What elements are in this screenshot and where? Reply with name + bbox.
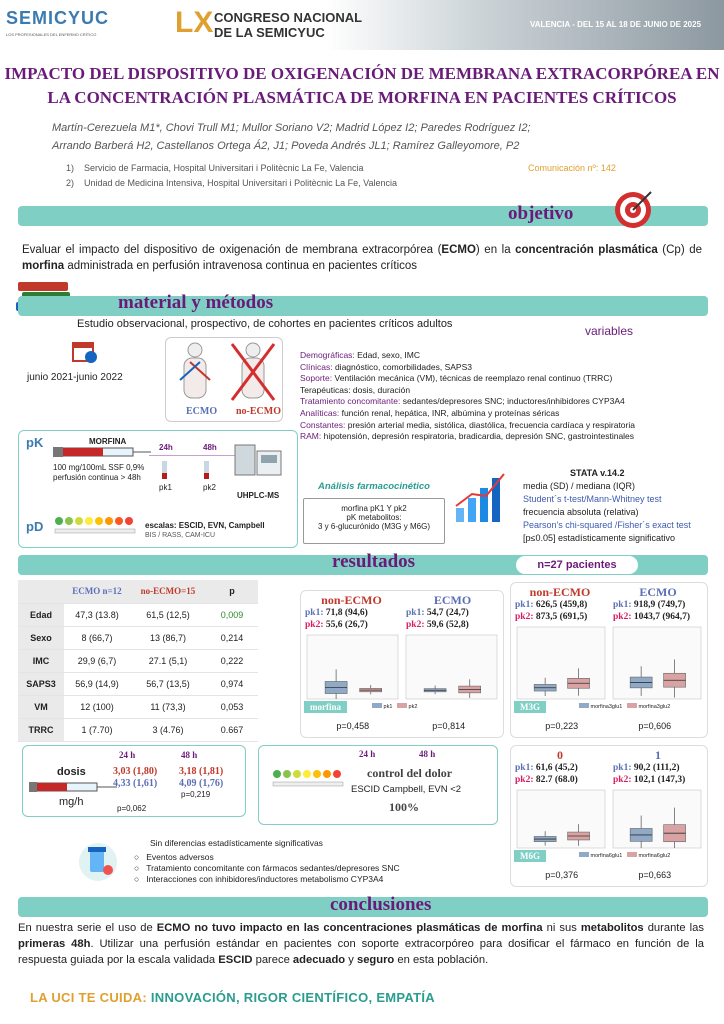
- dosis-48h-ecmo: 4,09 (1,76): [179, 778, 224, 789]
- variable-key: Demográficas:: [300, 350, 355, 360]
- conclusion-bold: seguro: [356, 954, 395, 966]
- conclusion-bold: primeras 48h: [18, 938, 91, 950]
- plot-area: [517, 790, 605, 848]
- chart-title-tag: M6G: [514, 850, 546, 862]
- variables-list: [300, 350, 710, 443]
- target-icon: [613, 190, 653, 230]
- conclusion-bold: adecuado: [292, 954, 346, 966]
- medication-icon: [76, 842, 120, 882]
- dolor-48h-label: 48 h: [419, 749, 436, 759]
- box-plot: [301, 591, 503, 737]
- table-header-row: [18, 580, 258, 603]
- variables-title: variables: [585, 324, 634, 338]
- title-line2: LA CONCENTRACIÓN PLASMÁTICA DE MORFINA EN PACIENTES CRÍTICOS: [47, 88, 677, 107]
- dose-line1: 100 mg/100mL SSF 0,9%: [53, 463, 145, 472]
- morfina-chart-panel: [300, 590, 504, 738]
- conclusion-part: parece: [252, 954, 293, 966]
- table-cell: 0,974: [206, 672, 258, 695]
- variable-value: Edad, sexo, IMC: [354, 350, 421, 360]
- chart-pk1-value: pk1: 54,7 (24,7): [406, 608, 469, 618]
- dosis-label: dosis: [57, 766, 86, 778]
- variable-key: Soporte:: [300, 373, 333, 384]
- table-cell: 8 (66,7): [64, 626, 130, 649]
- dosis-p24: p=0,062: [117, 804, 147, 813]
- chart-p-value: p=0,814: [432, 721, 466, 731]
- table-cell: 0,214: [206, 626, 258, 649]
- metodos-title: material y métodos: [118, 292, 274, 313]
- stata-line2: Student´s t-test/Mann-Whitney test: [523, 494, 662, 504]
- variable-value: sedantes/depresores SNC; inductores/inhibidores CYP3A4: [400, 396, 625, 407]
- dosis-syringe-icon: [29, 780, 119, 794]
- logo: [6, 8, 109, 29]
- affiliation-2: 2) Unidad de Medicina Intensiva, Hospital Universitari i Politècnic La Fe, Valencia: [66, 178, 397, 188]
- stats-chart-icon: [452, 470, 508, 526]
- chart-p-value: p=0,376: [545, 870, 579, 880]
- chart-group-label: ECMO: [433, 593, 472, 607]
- table-cell: SAPS3: [18, 672, 64, 695]
- dose-line2: perfusión continua > 48h: [53, 473, 141, 482]
- n-patients: n=27 pacientes: [515, 555, 639, 575]
- dosis-24h-label: 24 h: [119, 750, 136, 760]
- stata-line5: [p≤0.05] estadísticamente significativo: [523, 533, 676, 543]
- dosis-unit: mg/h: [59, 796, 84, 808]
- variable-row: [300, 420, 710, 432]
- pk2-label: pk2: [203, 483, 216, 492]
- table-cell: Edad: [18, 603, 64, 626]
- table-cell: 29,9 (6,7): [64, 649, 130, 672]
- table-cell: IMC: [18, 649, 64, 672]
- objetivo-text-bold: concentración plasmática: [515, 244, 658, 256]
- resultados-title: resultados: [332, 551, 416, 572]
- logo-text: SEMICYUC: [6, 8, 110, 28]
- no-ecmo-body-icon: [228, 340, 278, 404]
- plot-area: [307, 635, 398, 699]
- objetivo-text-part: Evaluar el impacto del dispositivo de oxigenación de membrana extracorpórea (: [22, 244, 442, 256]
- table-cell: 12 (100): [64, 695, 130, 718]
- objetivo-text-part: (Cp) de: [657, 244, 702, 256]
- chart-title-tag: morfina: [304, 701, 347, 713]
- dosis-48h-noecmo: 3,18 (1,81): [179, 766, 224, 777]
- timeline-line: [149, 455, 239, 456]
- objetivo-text-part: ) en la: [475, 244, 516, 256]
- variable-key: Analíticas:: [300, 407, 340, 418]
- chart-legend: morfina6glu1 morfina6glu2: [579, 852, 670, 859]
- chart-pk1-value: pk1: 626,5 (459,8): [515, 600, 588, 610]
- variable-key: Clínicas:: [300, 361, 333, 372]
- table-cell: 0.667: [206, 718, 258, 741]
- congress-dates: VALENCIA - DEL 15 AL 18 DE JUNIO DE 2025: [530, 20, 702, 29]
- chart-p-value: p=0,663: [638, 870, 672, 880]
- chart-pk2-value: pk2: 55,6 (26,7): [305, 620, 368, 630]
- variable-value: Terapéuticas: dosis, duración: [300, 384, 411, 395]
- plot-area: [406, 635, 497, 699]
- table-cell: 0,009: [206, 603, 258, 626]
- variable-value: hipotensión, depresión respiratoria, bradicardia, depresión SNC, gastrointestinales: [321, 431, 635, 442]
- plot-area: [613, 790, 701, 848]
- communication-number: Comunicación nº: 142: [528, 163, 616, 173]
- analisis-line3: 3 y 6-glucurónido (M3G y M6G): [317, 522, 431, 531]
- scales-label: escalas: ESCID, EVN, Campbell: [145, 521, 265, 530]
- variable-value: diagnóstico, comorbilidades, SAPS3: [332, 361, 472, 372]
- table-cell: 56,9 (14,9): [64, 672, 130, 695]
- pk1-label: pk1: [159, 483, 172, 492]
- variable-key: RAM:: [300, 431, 322, 442]
- study-design: Estudio observacional, prospectivo, de cohortes en pacientes críticos adultos: [77, 318, 453, 330]
- conclusion-part: . Utilizar una perfusión estándar en pacientes con soporte extracorpóreo para dosificar el fármaco en función de la respuesta guiada por la escala validada: [18, 938, 704, 966]
- chart-pk1-value: pk1: 918,9 (749,7): [613, 600, 686, 610]
- conclusion-bold: metabolitos: [580, 922, 644, 934]
- dosis-box: [22, 745, 246, 817]
- objetivo-text-part: administrada en perfusión intravenosa continua en pacientes críticos: [64, 260, 418, 272]
- chart-p-value: p=0,223: [545, 721, 579, 731]
- variable-row: [300, 373, 710, 385]
- m3g-chart-panel: [510, 582, 708, 738]
- footer-motto-a: LA UCI TE CUIDA:: [30, 990, 151, 1005]
- table-cell: VM: [18, 695, 64, 718]
- table-header-cell: ECMO n=12: [64, 580, 130, 603]
- list-item-text: Eventos adversos: [146, 852, 214, 862]
- table-header-cell: no-ECMO=15: [130, 580, 206, 603]
- table-row: [18, 672, 258, 695]
- scales-label-2: BIS / RASS, CAM-ICU: [145, 532, 216, 539]
- dolor-box: [258, 745, 498, 825]
- ecmo-comparison-box: [165, 337, 283, 422]
- sample-tubes-icon: [159, 461, 219, 481]
- ecmo-body-icon: [170, 340, 220, 404]
- pd-label: pD: [26, 519, 44, 534]
- analisis-box: [303, 498, 445, 544]
- table-cell: 3 (4.76): [130, 718, 206, 741]
- table-cell: 0,053: [206, 695, 258, 718]
- list-item: ○ Tratamiento concomitante con fármacos sedantes/depresores SNC: [134, 863, 400, 873]
- chart-pk2-value: pk2: 873,5 (691,5): [515, 612, 588, 622]
- chart-group-label: 0: [557, 748, 563, 762]
- table-cell: Sexo: [18, 626, 64, 649]
- conclusion-bold: ECMO no tuvo impacto en las concentraciones plasmáticas de morfina: [156, 922, 543, 934]
- box-plot: [511, 583, 707, 737]
- conclusion-part: ni sus: [542, 922, 581, 934]
- stata-title: STATA v.14.2: [570, 468, 625, 478]
- syringe-icon: [53, 445, 153, 459]
- chart-pk1-value: pk1: 71,8 (94,6): [305, 608, 368, 618]
- stata-line1: media (SD) / mediana (IQR): [523, 481, 636, 491]
- variable-row: [300, 396, 710, 408]
- stata-line3: frecuencia absoluta (relativa): [523, 507, 639, 517]
- footer-motto: [30, 990, 435, 1005]
- table-cell: 13 (86,7): [130, 626, 206, 649]
- dolor-pct: 100%: [389, 800, 419, 814]
- chart-p-value: p=0,458: [336, 721, 370, 731]
- variable-row: [300, 385, 710, 397]
- conclusion-part: En nuestra serie el uso de: [18, 922, 157, 934]
- chart-pk2-value: pk2: 59,6 (52,8): [406, 620, 469, 630]
- conclusiones-text: [18, 920, 704, 968]
- variable-value: Ventilación mecánica (VM), técnicas de reemplazo renal continuo (TRRC): [332, 373, 613, 384]
- conclusion-part: y: [345, 954, 357, 966]
- conclusion-part: en esta población.: [394, 954, 489, 966]
- chart-title-tag: M3G: [514, 701, 546, 713]
- conclusiones-title: conclusiones: [330, 894, 432, 915]
- objetivo-banner: [18, 206, 708, 226]
- pain-scale-icon: [53, 513, 143, 537]
- table-cell: 47,3 (13.8): [64, 603, 130, 626]
- analisis-line1: morfina pK1 Y pk2: [341, 504, 407, 513]
- variable-value: presión arterial media, sistólica, diastólica, frecuencia cardíaca y respiratoria: [345, 419, 635, 430]
- dolor-title: control del dolor: [367, 766, 453, 780]
- variable-row: [300, 408, 710, 420]
- chart-pk1-value: pk1: 90,2 (111,2): [613, 763, 680, 773]
- footer-motto-b: INNOVACIÓN, RIGOR CIENTÍFICO, EMPATÍA: [150, 990, 435, 1005]
- conclusion-part: durante las: [643, 922, 704, 934]
- congress-line1: CONGRESO NACIONAL: [214, 10, 363, 25]
- uhplc-machine-icon: [233, 439, 285, 479]
- ecmo-label: ECMO: [186, 406, 218, 417]
- title-line1: IMPACTO DEL DISPOSITIVO DE OXIGENACIÓN DE MEMBRANA EXTRACORPÓREA EN: [4, 64, 720, 83]
- m6g-chart-panel: [510, 745, 708, 887]
- morfina-label: MORFINA: [89, 437, 127, 446]
- table-row: [18, 649, 258, 672]
- box-plot: [511, 746, 707, 886]
- variable-key: Tratamiento concomitante:: [300, 396, 401, 407]
- calendar-icon: [72, 340, 98, 364]
- conclusion-bold: ESCID: [218, 954, 253, 966]
- chart-group-label: non-ECMO: [321, 593, 382, 607]
- table-header-cell: [18, 580, 64, 603]
- chart-legend: morfina3glu1 morfina3glu2: [579, 703, 670, 710]
- stata-line4: Pearson's chi-squared /Fisher´s exact test: [523, 520, 691, 530]
- dosis-24h-ecmo: 4,33 (1,61): [113, 778, 158, 789]
- variable-row: [300, 362, 710, 374]
- objetivo-text-bold: morfina: [22, 260, 65, 272]
- table-cell: 1 (7.70): [64, 718, 130, 741]
- chart-group-label: 1: [655, 748, 661, 762]
- table-cell: 61,5 (12,5): [130, 603, 206, 626]
- table-cell: TRRC: [18, 718, 64, 741]
- t48-label: 48h: [203, 443, 217, 452]
- dolor-24h-label: 24 h: [359, 749, 376, 759]
- table-row: [18, 718, 258, 741]
- chart-legend: pk1 pk2: [372, 703, 417, 710]
- list-item-text: Tratamiento concomitante con fármacos sedantes/depresores SNC: [146, 863, 400, 873]
- plot-area: [613, 627, 701, 699]
- table-row: [18, 603, 258, 626]
- results-table: [18, 580, 258, 742]
- chart-pk2-value: pk2: 1043,7 (964,7): [613, 612, 691, 622]
- variable-row: [300, 431, 710, 443]
- list-item-text: Interacciones con inhibidores/inductores metabolismo CYP3A4: [146, 874, 384, 884]
- objetivo-text-bold: ECMO: [441, 244, 476, 256]
- objetivo-text: [22, 242, 702, 274]
- analisis-line2: pK metabolitos:: [346, 513, 402, 522]
- congress-line2: DE LA SEMICYUC: [214, 25, 325, 40]
- pk-pd-box: [18, 430, 298, 548]
- chart-pk1-value: pk1: 61,6 (45,2): [515, 763, 578, 773]
- no-ecmo-label: no-ECMO: [236, 406, 281, 417]
- table-cell: 11 (73,3): [130, 695, 206, 718]
- chart-pk2-value: pk2: 102,1 (147,3): [613, 775, 686, 785]
- list-item: ○ Eventos adversos: [134, 852, 214, 862]
- plot-area: [517, 627, 605, 699]
- affiliation-1: 1) Servicio de Farmacia, Hospital Universitari i Politècnic La Fe, Valencia: [66, 163, 364, 173]
- dosis-24h-noecmo: 3,03 (1,80): [113, 766, 158, 777]
- table-row: [18, 626, 258, 649]
- variable-value: función renal, hepática, INR, albúmina y proteínas séricas: [339, 407, 560, 418]
- dolor-scale-icon: [271, 768, 351, 790]
- table-cell: 27.1 (5,1): [130, 649, 206, 672]
- authors-line1: Martín-Cerezuela M1*, Chovi Trull M1; Mullor Soriano V2; Madrid López I2; Paredes Rodríguez I2;: [52, 122, 531, 134]
- chart-pk2-value: pk2: 82.7 (68.0): [515, 775, 578, 785]
- authors-line2: Arrando Barberá H2, Castellanos Ortega Á2, J1; Poveda Andrés JL1; Ramírez Galleyomore, P2: [52, 140, 520, 152]
- period: junio 2021-junio 2022: [27, 372, 123, 383]
- uhplc-label: UHPLC-MS: [237, 491, 280, 500]
- table-header-cell: p: [206, 580, 258, 603]
- no-diff-title: Sin diferencias estadísticamente significativas: [150, 838, 323, 848]
- congress-lx: LX: [175, 6, 214, 39]
- dosis-48h-label: 48 h: [181, 750, 198, 760]
- no-diff-list: [134, 852, 400, 885]
- logo-subtitle: LOS PROFESIONALES DEL ENFERMO CRÍTICO: [6, 32, 97, 37]
- dolor-scales: ESCID Campbell, EVN <2: [351, 784, 462, 795]
- table-row: [18, 695, 258, 718]
- table-cell: 56,7 (13,5): [130, 672, 206, 695]
- list-item: ○ Interacciones con inhibidores/inductores metabolismo CYP3A4: [134, 874, 384, 884]
- pk-label: pK: [26, 435, 44, 450]
- variable-row: [300, 350, 710, 362]
- variable-key: Constantes:: [300, 419, 346, 430]
- chart-p-value: p=0,606: [638, 721, 672, 731]
- chart-group-label: ECMO: [639, 585, 677, 599]
- table-cell: 0,222: [206, 649, 258, 672]
- analisis-title: Análisis farmacocinético: [318, 481, 430, 492]
- objetivo-title: objetivo: [508, 203, 574, 224]
- chart-group-label: non-ECMO: [529, 585, 591, 599]
- t24-label: 24h: [159, 443, 173, 452]
- dosis-p48: p=0,219: [181, 790, 211, 799]
